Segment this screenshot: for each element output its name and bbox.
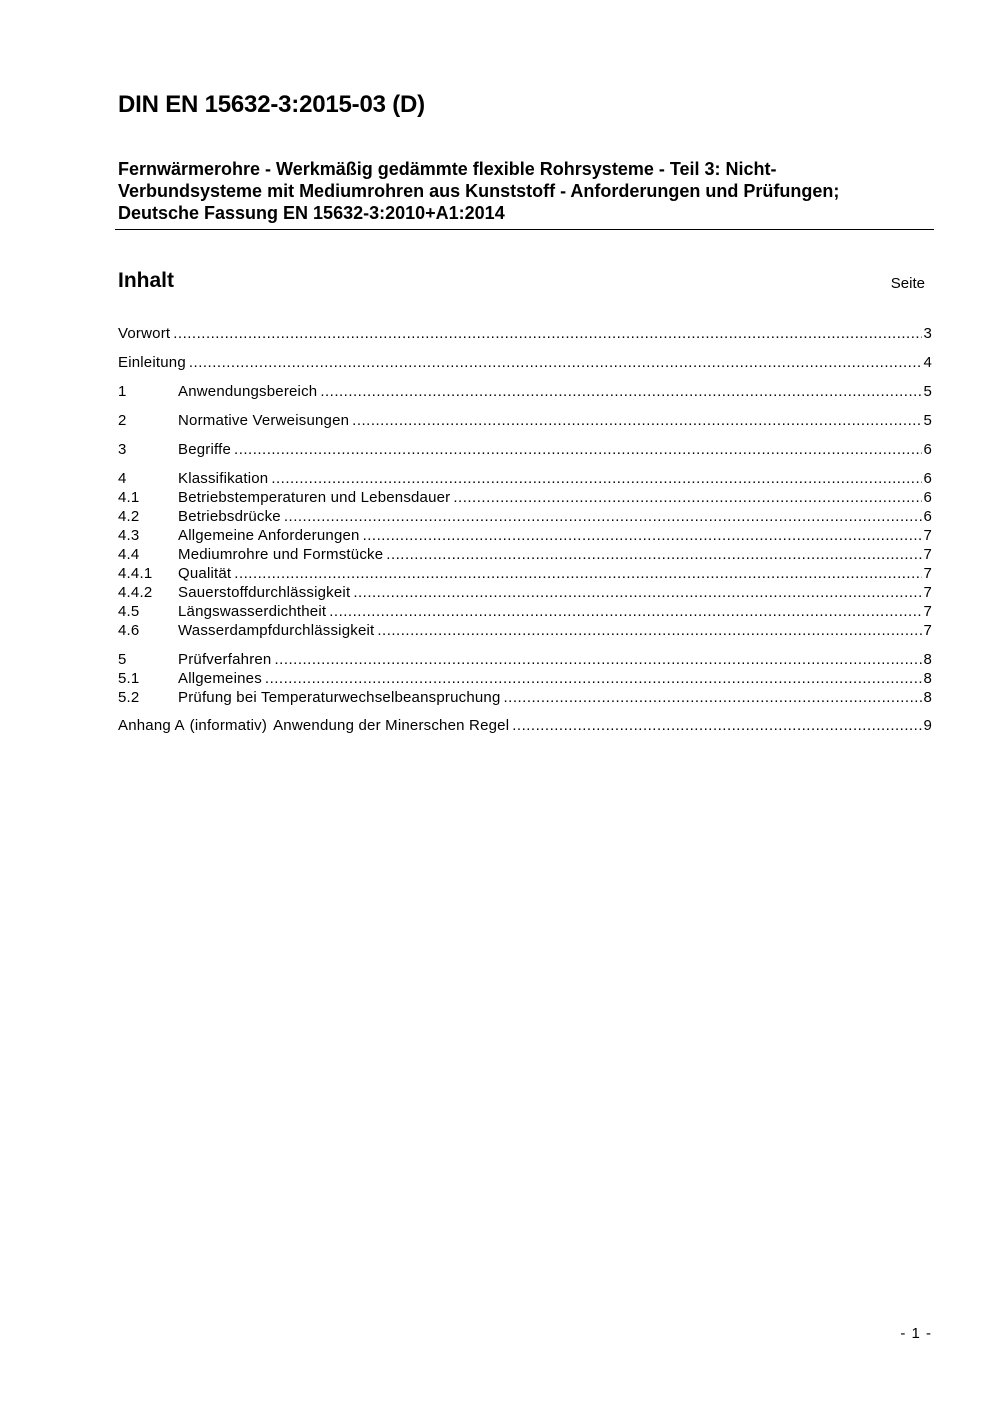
toc-entry-number: 4: [118, 470, 127, 487]
toc-entry-label: Sauerstoffdurchlässigkeit: [178, 584, 351, 601]
toc-entry-label: Betriebsdrücke: [178, 508, 281, 525]
toc-entry-4[interactable]: [118, 469, 932, 488]
toc-dot-leader: [284, 507, 923, 526]
toc-entry-page: 6: [923, 470, 932, 487]
toc-dot-leader: [173, 324, 922, 343]
table-of-contents: [118, 324, 932, 735]
toc-dot-leader: [329, 602, 922, 621]
toc-entry-label: Begriffe: [178, 441, 232, 458]
toc-entry-label: Wasserdampfdurchlässigkeit: [178, 622, 375, 639]
document-title-line: Deutsche Fassung EN 15632-3:2010+A1:2014: [118, 203, 505, 223]
toc-entry-number: 4.2: [118, 508, 140, 525]
toc-entry-page: 3: [923, 325, 932, 342]
toc-entry-page: 6: [923, 508, 932, 525]
toc-entry-label: Anhang A: [118, 717, 185, 734]
toc-entry-label: Qualität: [178, 565, 232, 582]
toc-entry-page: 5: [923, 412, 932, 429]
toc-entry-page: 7: [923, 584, 932, 601]
toc-entry-number: 3: [118, 441, 127, 458]
document-title-line: Fernwärmerohre - Werkmäßig gedämmte flexible Rohrsysteme - Teil 3: Nicht-: [118, 159, 777, 179]
toc-entry-label: Mediumrohre und Formstücke: [178, 546, 384, 563]
title-divider: [115, 229, 934, 230]
toc-entry-page: 7: [923, 603, 932, 620]
toc-entry-5-2[interactable]: [118, 688, 932, 707]
toc-entry-title: Anwendung der Minerschen Regel: [273, 717, 510, 734]
toc-entry-page: 7: [923, 527, 932, 544]
toc-entry-page: 6: [923, 441, 932, 458]
toc-entry-4-3[interactable]: [118, 526, 932, 545]
toc-entry-number: 4.6: [118, 622, 140, 639]
toc-dot-leader: [377, 621, 922, 640]
toc-dot-leader: [189, 353, 923, 372]
toc-dot-leader: [353, 583, 922, 602]
toc-entry-1[interactable]: [118, 382, 932, 401]
toc-dot-leader: [234, 564, 922, 583]
toc-entry-number: 5.2: [118, 689, 140, 706]
toc-entry-5[interactable]: [118, 650, 932, 669]
toc-entry-page: 8: [923, 651, 932, 668]
toc-entry-einleitung[interactable]: [118, 353, 932, 372]
toc-entry-label: Einleitung: [118, 354, 186, 371]
toc-entry-number: 5.1: [118, 670, 140, 687]
toc-dot-leader: [271, 469, 922, 488]
toc-entry-number: 4.4: [118, 546, 140, 563]
toc-entry-page: 7: [923, 622, 932, 639]
toc-dot-leader: [504, 688, 923, 707]
toc-entry-4-4-1[interactable]: [118, 564, 932, 583]
toc-dot-leader: [453, 488, 922, 507]
toc-entry-5-1[interactable]: [118, 669, 932, 688]
toc-entry-page: 9: [923, 717, 932, 734]
toc-entry-number: 2: [118, 412, 127, 429]
toc-entry-page: 4: [923, 354, 932, 371]
toc-dot-leader: [265, 669, 923, 688]
document-title-line: Verbundsysteme mit Mediumrohren aus Kunststoff - Anforderungen und Prüfungen;: [118, 181, 840, 201]
toc-dot-leader: [386, 545, 922, 564]
toc-entry-label: Allgemeines: [178, 670, 262, 687]
toc-entry-page: 8: [923, 689, 932, 706]
toc-entry-number: 5: [118, 651, 127, 668]
toc-dot-leader: [234, 440, 922, 459]
toc-entry-4-5[interactable]: [118, 602, 932, 621]
page-number: - 1 -: [900, 1325, 932, 1342]
toc-heading: Inhalt: [118, 269, 174, 292]
toc-entry-label: Prüfung bei Temperaturwechselbeanspruchung: [178, 689, 501, 706]
toc-entry-label: Normative Verweisungen: [178, 412, 350, 429]
toc-entry-page: 7: [923, 546, 932, 563]
toc-entry-page: 5: [923, 383, 932, 400]
toc-dot-leader: [320, 382, 922, 401]
toc-dot-leader: [363, 526, 923, 545]
toc-entry-number: 4.5: [118, 603, 140, 620]
toc-entry-4-1[interactable]: [118, 488, 932, 507]
toc-entry-4-2[interactable]: [118, 507, 932, 526]
toc-entry-number: 4.3: [118, 527, 140, 544]
toc-entry-note: (informativ): [189, 717, 268, 734]
toc-entry-anhang-a[interactable]: [118, 716, 932, 735]
toc-entry-4-6[interactable]: [118, 621, 932, 640]
toc-entry-4-4-2[interactable]: [118, 583, 932, 602]
toc-entry-page: 7: [923, 565, 932, 582]
toc-page-column-label: Seite: [890, 275, 925, 292]
toc-entry-2[interactable]: [118, 411, 932, 430]
document-id: DIN EN 15632-3:2015-03 (D): [118, 91, 425, 118]
document-title: [118, 158, 934, 224]
toc-entry-label: Längswasserdichtheit: [178, 603, 327, 620]
toc-entry-number: 4.4.1: [118, 565, 153, 582]
toc-entry-page: 6: [923, 489, 932, 506]
toc-entry-label: Betriebstemperaturen und Lebensdauer: [178, 489, 451, 506]
toc-entry-3[interactable]: [118, 440, 932, 459]
toc-entry-label: Prüfverfahren: [178, 651, 272, 668]
toc-entry-label: Allgemeine Anforderungen: [178, 527, 360, 544]
toc-entry-label: Klassifikation: [178, 470, 269, 487]
toc-entry-label: Anwendungsbereich: [178, 383, 318, 400]
toc-dot-leader: [274, 650, 922, 669]
toc-dot-leader: [512, 716, 922, 735]
toc-entry-label: Vorwort: [118, 325, 171, 342]
toc-entry-number: 4.1: [118, 489, 140, 506]
toc-entry-4-4[interactable]: [118, 545, 932, 564]
toc-entry-number: 4.4.2: [118, 584, 153, 601]
toc-dot-leader: [352, 411, 922, 430]
toc-entry-number: 1: [118, 383, 127, 400]
toc-entry-page: 8: [923, 670, 932, 687]
toc-entry-vorwort[interactable]: [118, 324, 932, 343]
